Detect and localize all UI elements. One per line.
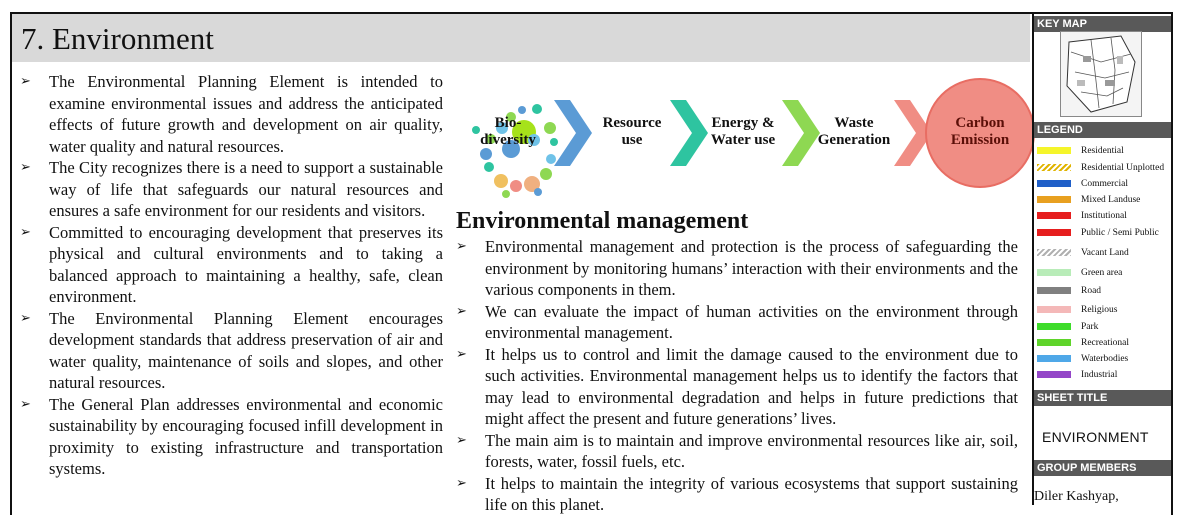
list-item: ➢ We can evaluate the impact of human activities on the environment through environmental management. — [456, 301, 1018, 344]
list-item: ➢ The City recognizes there is a need to support a sustainable way of life that safeguards our natural resources and ensures a safe environment for our residents and visitors. — [20, 157, 443, 222]
key-map-image — [1060, 31, 1142, 117]
sheet-title-value: ENVIRONMENT — [1042, 429, 1149, 445]
legend-swatch — [1037, 339, 1071, 346]
legend-swatch — [1037, 249, 1071, 256]
legend-swatch — [1037, 371, 1071, 378]
legend-swatch — [1037, 196, 1071, 203]
page-title: 7. Environment — [21, 22, 214, 56]
legend-swatch — [1037, 164, 1071, 171]
dot-icon — [494, 174, 508, 188]
list-item: ➢ The General Plan addresses environmental and economic sustainability by encouraging focused infill development in proximity to existing infrastructure and transportation systems. — [20, 394, 443, 480]
key-map-heading: KEY MAP — [1034, 16, 1171, 32]
legend-swatch — [1037, 306, 1071, 313]
legend-heading: LEGEND — [1034, 122, 1171, 138]
dot-icon — [540, 168, 552, 180]
list-item: ➢ It helps to maintain the integrity of various ecosystems that support sustaining life on this planet. — [456, 473, 1018, 515]
arrow-bullet-icon: ➢ — [456, 344, 467, 366]
flow-step-waste-generation: Waste Generation — [804, 115, 904, 149]
legend-swatch — [1037, 212, 1071, 219]
title-bar — [12, 14, 1030, 62]
legend-swatch — [1037, 180, 1071, 187]
environment-intro — [20, 71, 443, 480]
flow-step-biodiversity: Bio- diversity — [458, 115, 558, 149]
legend-swatch — [1037, 147, 1071, 154]
legend-label: Waterbodies — [1081, 353, 1128, 365]
legend-swatch — [1037, 269, 1071, 276]
legend-label: Recreational — [1081, 337, 1129, 349]
carbon-flow-diagram — [458, 78, 1030, 198]
arrow-bullet-icon: ➢ — [456, 236, 467, 258]
legend-label: Road — [1081, 285, 1101, 297]
list-item: ➢ Committed to encouraging development that preserves its physical and cultural environments and to taking a balanced approach to maintaining a healthy, safe, clean environment. — [20, 222, 443, 308]
arrow-bullet-icon: ➢ — [20, 71, 31, 93]
arrow-bullet-icon: ➢ — [20, 157, 31, 179]
group-member-name: Diler Kashyap, — [1034, 489, 1119, 505]
arrow-bullet-icon: ➢ — [456, 473, 467, 495]
legend-swatch — [1037, 355, 1071, 362]
section-heading: Environmental management — [456, 207, 748, 235]
list-item: ➢ It helps us to control and limit the damage caused to the environment due to such activities. Environmental management helps us to identify the factors that may lead to environmental degradation and helps in future predictions that might affect the present and future generations’ lives. — [456, 344, 1018, 430]
legend-label: Religious — [1081, 304, 1117, 316]
legend-label: Park — [1081, 321, 1098, 333]
dot-icon — [484, 162, 494, 172]
title-block-sidebar — [1032, 14, 1171, 505]
legend-label: Residential — [1081, 145, 1124, 157]
arrow-bullet-icon: ➢ — [20, 308, 31, 330]
city-map-icon — [1061, 32, 1141, 116]
legend-label: Mixed Landuse — [1081, 194, 1140, 206]
legend-label: Residential Unplotted — [1081, 162, 1164, 174]
legend-swatch — [1037, 287, 1071, 294]
dot-icon — [502, 190, 510, 198]
arrow-bullet-icon: ➢ — [456, 301, 467, 323]
flow-step-carbon-emission: Carbon Emission — [925, 115, 1035, 149]
dot-icon — [510, 180, 522, 192]
management-bullet-list — [456, 236, 1018, 515]
legend-label: Commercial — [1081, 178, 1128, 190]
list-item: ➢ Environmental management and protection is the process of safeguarding the environment by monitoring humans’ interaction with their environments and the various components in them. — [456, 236, 1018, 301]
group-members-heading: GROUP MEMBERS — [1034, 460, 1171, 476]
legend-label: Institutional — [1081, 210, 1127, 222]
dot-icon — [480, 148, 492, 160]
dot-icon — [534, 188, 542, 196]
arrow-bullet-icon: ➢ — [20, 394, 31, 416]
legend-swatch — [1037, 323, 1071, 330]
sheet-title-heading: SHEET TITLE — [1034, 390, 1171, 406]
intro-bullet-list — [20, 71, 443, 480]
arrow-bullet-icon: ➢ — [456, 430, 467, 452]
legend-label: Industrial — [1081, 369, 1117, 381]
list-item: ➢ The Environmental Planning Element is intended to examine environmental issues and address the anticipated effects of future growth and development on air quality, water quality and natural resources. — [20, 71, 443, 157]
legend-label: Green area — [1081, 267, 1122, 279]
flow-step-resource-use: Resource use — [584, 115, 680, 149]
flow-step-energy-water: Energy & Water use — [698, 115, 788, 149]
environmental-management-section — [456, 236, 1018, 515]
list-item: ➢ The Environmental Planning Element encourages development standards that address preservation of air and water quality, maintenance of soils and slopes, and other natural resources. — [20, 308, 443, 394]
legend-label: Vacant Land — [1081, 247, 1129, 259]
legend-label: Public / Semi Public — [1081, 227, 1159, 239]
page-frame — [10, 12, 1173, 515]
list-item: ➢ The main aim is to maintain and improve environmental resources like air, soil, forests, water, fossil fuels, etc. — [456, 430, 1018, 473]
dot-icon — [518, 106, 526, 114]
dot-icon — [532, 104, 542, 114]
arrow-bullet-icon: ➢ — [20, 222, 31, 244]
legend-swatch — [1037, 229, 1071, 236]
